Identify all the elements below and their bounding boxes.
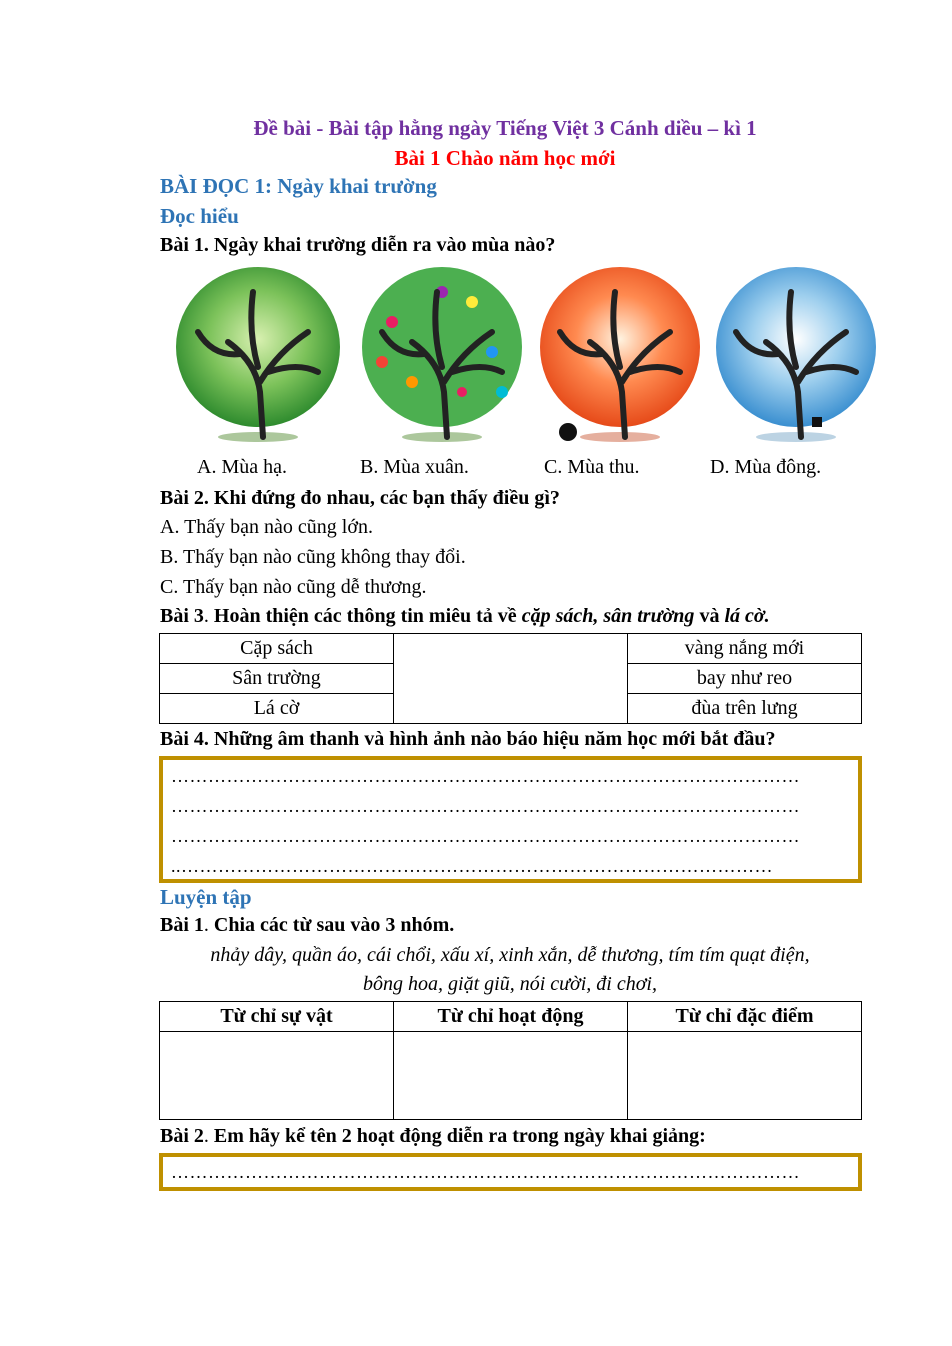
page-title: Đề bài - Bài tập hằng ngày Tiếng Việt 3 Cánh diều – kì 1 — [253, 116, 757, 140]
col-header-things: Từ chỉ sự vật — [160, 1002, 394, 1032]
question-3-italic: cặp sách, sân trường — [521, 605, 695, 627]
word-list-line-2: bông hoa, giặt giũ, nói cười, đi chơi, — [363, 973, 657, 995]
question-1-number: Bài 1. — [160, 234, 209, 256]
q2-option-c: C. Thấy bạn nào cũng dễ thương. — [160, 576, 427, 598]
col-header-traits: Từ chỉ đặc điểm — [628, 1002, 862, 1032]
q2-option-a: A. Thấy bạn nào cũng lớn. — [160, 516, 373, 538]
autumn-tree-image — [530, 262, 710, 447]
answer-line-3[interactable]: ………………………………………………………………………………………… — [171, 826, 800, 846]
practice-2: Bài 2. Em hãy kể tên 2 hoạt động diễn ra trong ngày khai giảng: — [160, 1125, 706, 1147]
q1-option-a: A. Mùa hạ. — [197, 456, 287, 478]
q1-option-c: C. Mùa thu. — [544, 456, 640, 478]
word-group-table — [159, 1001, 862, 1120]
practice-heading: Luyện tập — [160, 885, 252, 909]
matching-table — [159, 633, 862, 724]
question-2-number: Bài 2. — [160, 487, 209, 509]
q2-option-b: B. Thấy bạn nào cũng không thay đổi. — [160, 546, 466, 568]
q1-option-d: D. Mùa đông. — [710, 456, 822, 478]
question-1-text: Ngày khai trường diễn ra vào mùa nào? — [213, 234, 556, 256]
question-3-and: và — [699, 605, 720, 627]
comprehension-heading: Đọc hiểu — [160, 204, 239, 228]
practice-1: Bài 1. Chia các từ sau vào 3 nhóm. — [160, 914, 455, 936]
answer-line-1[interactable]: ………………………………………………………………………………………… — [171, 766, 800, 786]
question-2-text: Khi đứng đo nhau, các bạn thấy điều gì? — [213, 487, 560, 509]
cell-traits[interactable] — [628, 1032, 862, 1120]
answer-line-2[interactable]: ………………………………………………………………………………………… — [171, 796, 800, 816]
answer-box-q4[interactable] — [159, 756, 862, 883]
summer-tree-image — [168, 262, 348, 447]
match-left-2: Sân trường — [160, 664, 394, 694]
question-4 — [160, 728, 776, 751]
answer-line-practice[interactable]: ………………………………………………………………………………………… — [171, 1162, 800, 1182]
match-middle-blank — [394, 634, 628, 724]
question-3-italic-2: lá cờ. — [724, 605, 770, 627]
reading-heading: BÀI ĐỌC 1: Ngày khai trường — [160, 174, 437, 198]
match-right-1: vàng nắng mới — [628, 634, 862, 664]
word-list-line-1: nhảy dây, quần áo, cái chổi, xấu xí, xinh xắn, dễ thương, tím tím quạt điện, — [210, 944, 810, 966]
practice-2-text: Em hãy kể tên 2 hoạt động diễn ra trong ngày khai giảng: — [213, 1125, 706, 1147]
question-3: Bài 3. Hoàn thiện các thông tin miêu tả về cặp sách, sân trường và lá cờ. — [160, 605, 770, 627]
col-header-actions: Từ chỉ hoạt động — [394, 1002, 628, 1032]
cell-things[interactable] — [160, 1032, 394, 1120]
winter-tree-image — [706, 262, 886, 447]
question-3-text: Hoàn thiện các thông tin miêu tả về — [213, 605, 517, 627]
question-1 — [160, 234, 555, 257]
practice-1-number: Bài 1 — [160, 914, 204, 936]
match-left-1: Cặp sách — [160, 634, 394, 664]
spring-tree-image — [352, 262, 532, 447]
cell-actions[interactable] — [394, 1032, 628, 1120]
answer-box-practice-2[interactable] — [159, 1153, 862, 1191]
question-3-number: Bài 3 — [160, 605, 204, 627]
practice-2-number: Bài 2 — [160, 1125, 204, 1147]
match-right-3: đùa trên lưng — [628, 694, 862, 724]
answer-line-4[interactable]: ..…………………………………………………………………………………… — [171, 856, 773, 876]
match-left-3: Lá cờ — [160, 694, 394, 724]
q1-option-b: B. Mùa xuân. — [360, 456, 469, 478]
match-right-2: bay như reo — [628, 664, 862, 694]
lesson-title: Bài 1 Chào năm học mới — [394, 146, 616, 170]
question-4-text: Những âm thanh và hình ảnh nào báo hiệu năm học mới bắt đầu? — [213, 728, 776, 750]
question-4-number: Bài 4. — [160, 728, 209, 750]
question-2 — [160, 487, 560, 510]
practice-1-text: Chia các từ sau vào 3 nhóm. — [213, 914, 455, 936]
